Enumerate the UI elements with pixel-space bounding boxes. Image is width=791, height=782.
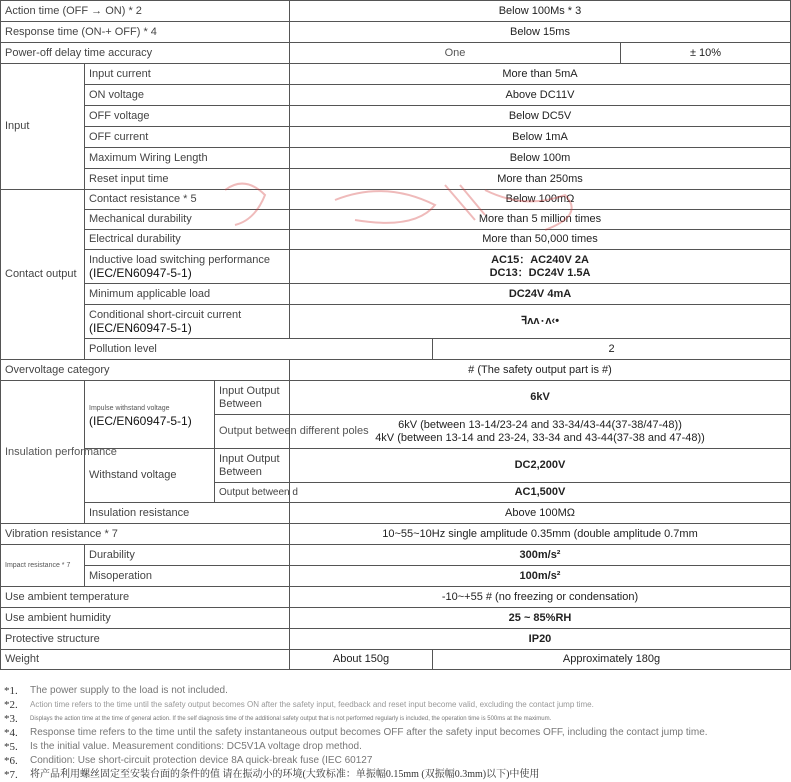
row-weight: [1, 650, 791, 670]
row-overvoltage: [1, 360, 791, 381]
footnote-3-num: *3.: [4, 713, 18, 725]
impulse-label: [85, 381, 215, 449]
row-inductive: [1, 250, 791, 284]
withstand-io-value: DC2,200V: [290, 449, 791, 483]
off-current-label: OFF current: [85, 127, 290, 148]
inductive-label-1: Inductive load switching performance: [89, 253, 270, 266]
electrical-value: More than 50,000 times: [290, 230, 791, 250]
footnote-6: [4, 754, 786, 768]
withstand-io-label-1: Input Output: [219, 452, 280, 465]
row-reset-input: [1, 169, 791, 190]
impact-durability-value: 300m/s²: [290, 545, 791, 566]
action-time-value: Below 100Ms * 3: [290, 1, 791, 22]
footnote-1-text: The power supply to the load is not included.: [30, 685, 228, 696]
impulse-io-label-1: Input Output: [219, 384, 280, 397]
on-voltage-label: ON voltage: [85, 85, 290, 106]
footnotes: [4, 684, 786, 781]
row-vibration: [1, 524, 791, 545]
impact-misoperation-label: Misoperation: [85, 566, 290, 587]
impulse-diff-label: Output between different poles: [215, 415, 290, 449]
row-contact-resistance: [1, 190, 791, 210]
withstand-io-label-2: Between: [219, 465, 262, 478]
row-input-current: [1, 64, 791, 85]
short-circuit-label: [85, 305, 290, 339]
inductive-label-2: (IEC/EN60947-5-1): [89, 265, 192, 280]
vibration-value: 10~55~10Hz single amplitude 0.35mm (double amplitude 0.7mm: [290, 524, 791, 545]
inductive-label: [85, 250, 290, 284]
inductive-value-2: DC13：DC24V 1.5A: [489, 266, 591, 279]
short-circuit-value: ꟻᴧᴧ٠ᴧ‹•: [290, 305, 791, 339]
footnote-1: [4, 684, 786, 698]
footnote-3-text: Displays the action time at the time of general action. If the self diagnosis time of the additional safety output that is not performed regularly is included, the operation time is 500ms at the maximum.: [30, 716, 552, 722]
footnote-7: [4, 768, 786, 781]
withstand-out-label: Output between d: [215, 483, 290, 503]
impulse-label-2: (IEC/EN60947-5-1): [89, 413, 192, 428]
footnote-1-num: *1.: [4, 685, 18, 697]
footnote-6-num: *6.: [4, 755, 18, 767]
short-circuit-label-1: Conditional short-circuit current: [89, 308, 242, 321]
response-time-label: Response time (ON-+ OFF) * 4: [1, 22, 290, 43]
input-group-label: Input: [1, 64, 85, 190]
reset-input-value: More than 250ms: [290, 169, 791, 190]
impulse-diff-value-1: 6kV (between 13-14/23-24 and 33-34/43-44(37-38/47-48)): [398, 418, 682, 431]
row-action-time: [1, 1, 791, 22]
ambient-humidity-label: Use ambient humidity: [1, 608, 290, 629]
input-current-label: Input current: [85, 64, 290, 85]
reset-input-label: Reset input time: [85, 169, 290, 190]
impulse-io-label: [215, 381, 290, 415]
protective-value: IP20: [290, 629, 791, 650]
overvoltage-value: # (The safety output part is #): [290, 360, 791, 381]
wiring-length-value: Below 100m: [290, 148, 791, 169]
mechanical-value: More than 5 million times: [290, 210, 791, 230]
impact-durability-label: Durability: [85, 545, 290, 566]
off-current-value: Below 1mA: [290, 127, 791, 148]
impulse-io-value: 6kV: [290, 381, 791, 415]
weight-value-1: About 150g: [290, 650, 433, 670]
inductive-value-1: AC15：AC240V 2A: [491, 253, 589, 266]
row-short-circuit: [1, 305, 791, 339]
impulse-io-label-2: Between: [219, 397, 262, 410]
footnote-4: [4, 726, 786, 740]
contact-resistance-label: Contact resistance * 5: [85, 190, 290, 210]
input-current-value: More than 5mA: [290, 64, 791, 85]
footnote-5: [4, 740, 786, 754]
min-load-value: DC24V 4mA: [290, 284, 791, 305]
pollution-label: Pollution level: [85, 339, 433, 360]
action-time-label: Action time (OFF → ON) * 2: [1, 1, 290, 22]
row-withstand-io: [1, 449, 791, 483]
insulation-group-label: Insulation performance: [1, 381, 85, 524]
poweroff-value: ± 10%: [621, 43, 791, 64]
row-insulation-resistance: [1, 503, 791, 524]
poweroff-mid: One: [290, 43, 621, 64]
off-voltage-label: OFF voltage: [85, 106, 290, 127]
min-load-label: Minimum applicable load: [85, 284, 290, 305]
row-wiring-length: [1, 148, 791, 169]
withstand-out-value: AC1,500V: [290, 483, 791, 503]
response-time-value: Below 15ms: [290, 22, 791, 43]
footnote-2-text: Action time refers to the time until the safety output becomes ON after the safety input, feedback and reset input become valid, excluding the contact jump time.: [30, 700, 594, 709]
row-mechanical: [1, 210, 791, 230]
footnote-6-text: Condition: Use short-circuit protection device 8A quick-break fuse (IEC 60127: [30, 755, 373, 766]
row-ambient-humidity: [1, 608, 791, 629]
impact-group-label: Impact resistance * 7: [1, 545, 85, 587]
contact-resistance-value: Below 100mΩ: [290, 190, 791, 210]
row-response-time: [1, 22, 791, 43]
weight-value-2: Approximately 180g: [433, 650, 791, 670]
inductive-value: [290, 250, 791, 284]
footnote-7-num: *7.: [4, 769, 18, 781]
row-pollution: [1, 339, 791, 360]
electrical-label: Electrical durability: [85, 230, 290, 250]
protective-label: Protective structure: [1, 629, 290, 650]
ambient-temp-value: -10~+55 # (no freezing or condensation): [290, 587, 791, 608]
footnote-5-text: Is the initial value. Measurement conditions: DC5V1A voltage drop method.: [30, 741, 362, 752]
impact-misoperation-value: 100m/s²: [290, 566, 791, 587]
pollution-value: 2: [433, 339, 791, 360]
withstand-io-label: [215, 449, 290, 483]
insulation-resistance-value: Above 100MΩ: [290, 503, 791, 524]
footnote-4-text: Response time refers to the time until the safety instantaneous output becomes OFF after the safety input becomes OFF, including the contact jump time.: [30, 727, 708, 738]
overvoltage-label: Overvoltage category: [1, 360, 290, 381]
row-impact-misoperation: [1, 566, 791, 587]
contact-group-label: Contact output: [1, 190, 85, 360]
impulse-diff-value-2: 4kV (between 13-14 and 23-24, 33-34 and 43-44(37-38 and 47-48)): [375, 431, 705, 444]
short-circuit-label-2: (IEC/EN60947-5-1): [89, 320, 192, 335]
off-voltage-value: Below DC5V: [290, 106, 791, 127]
row-impact-durability: [1, 545, 791, 566]
mechanical-label: Mechanical durability: [85, 210, 290, 230]
row-protective: [1, 629, 791, 650]
row-min-load: [1, 284, 791, 305]
row-ambient-temp: [1, 587, 791, 608]
ambient-humidity-value: 25 ~ 85%RH: [290, 608, 791, 629]
row-impulse-io: [1, 381, 791, 415]
weight-label: Weight: [1, 650, 290, 670]
ambient-temp-label: Use ambient temperature: [1, 587, 290, 608]
vibration-label: Vibration resistance * 7: [1, 524, 290, 545]
wiring-length-label: Maximum Wiring Length: [85, 148, 290, 169]
footnote-2-num: *2.: [4, 699, 18, 711]
insulation-resistance-label: Insulation resistance: [85, 503, 290, 524]
on-voltage-value: Above DC11V: [290, 85, 791, 106]
impulse-label-1: Impulse withstand voltage: [89, 404, 170, 412]
footnote-3: [4, 712, 786, 726]
footnote-4-num: *4.: [4, 727, 18, 739]
row-off-current: [1, 127, 791, 148]
footnote-5-num: *5.: [4, 741, 18, 753]
withstand-label: Withstand voltage: [85, 449, 215, 503]
row-on-voltage: [1, 85, 791, 106]
poweroff-label: Power-off delay time accuracy: [1, 43, 290, 64]
row-electrical: [1, 230, 791, 250]
footnote-7-text: 将产品利用螺丝固定至安装台面的条件的值 请在振动小的环境(大致标准：单振幅0.15mm (双振幅0.3mm)以下)中使用: [30, 769, 540, 780]
footnote-2: [4, 698, 786, 712]
row-poweroff: [1, 43, 791, 64]
row-off-voltage: [1, 106, 791, 127]
